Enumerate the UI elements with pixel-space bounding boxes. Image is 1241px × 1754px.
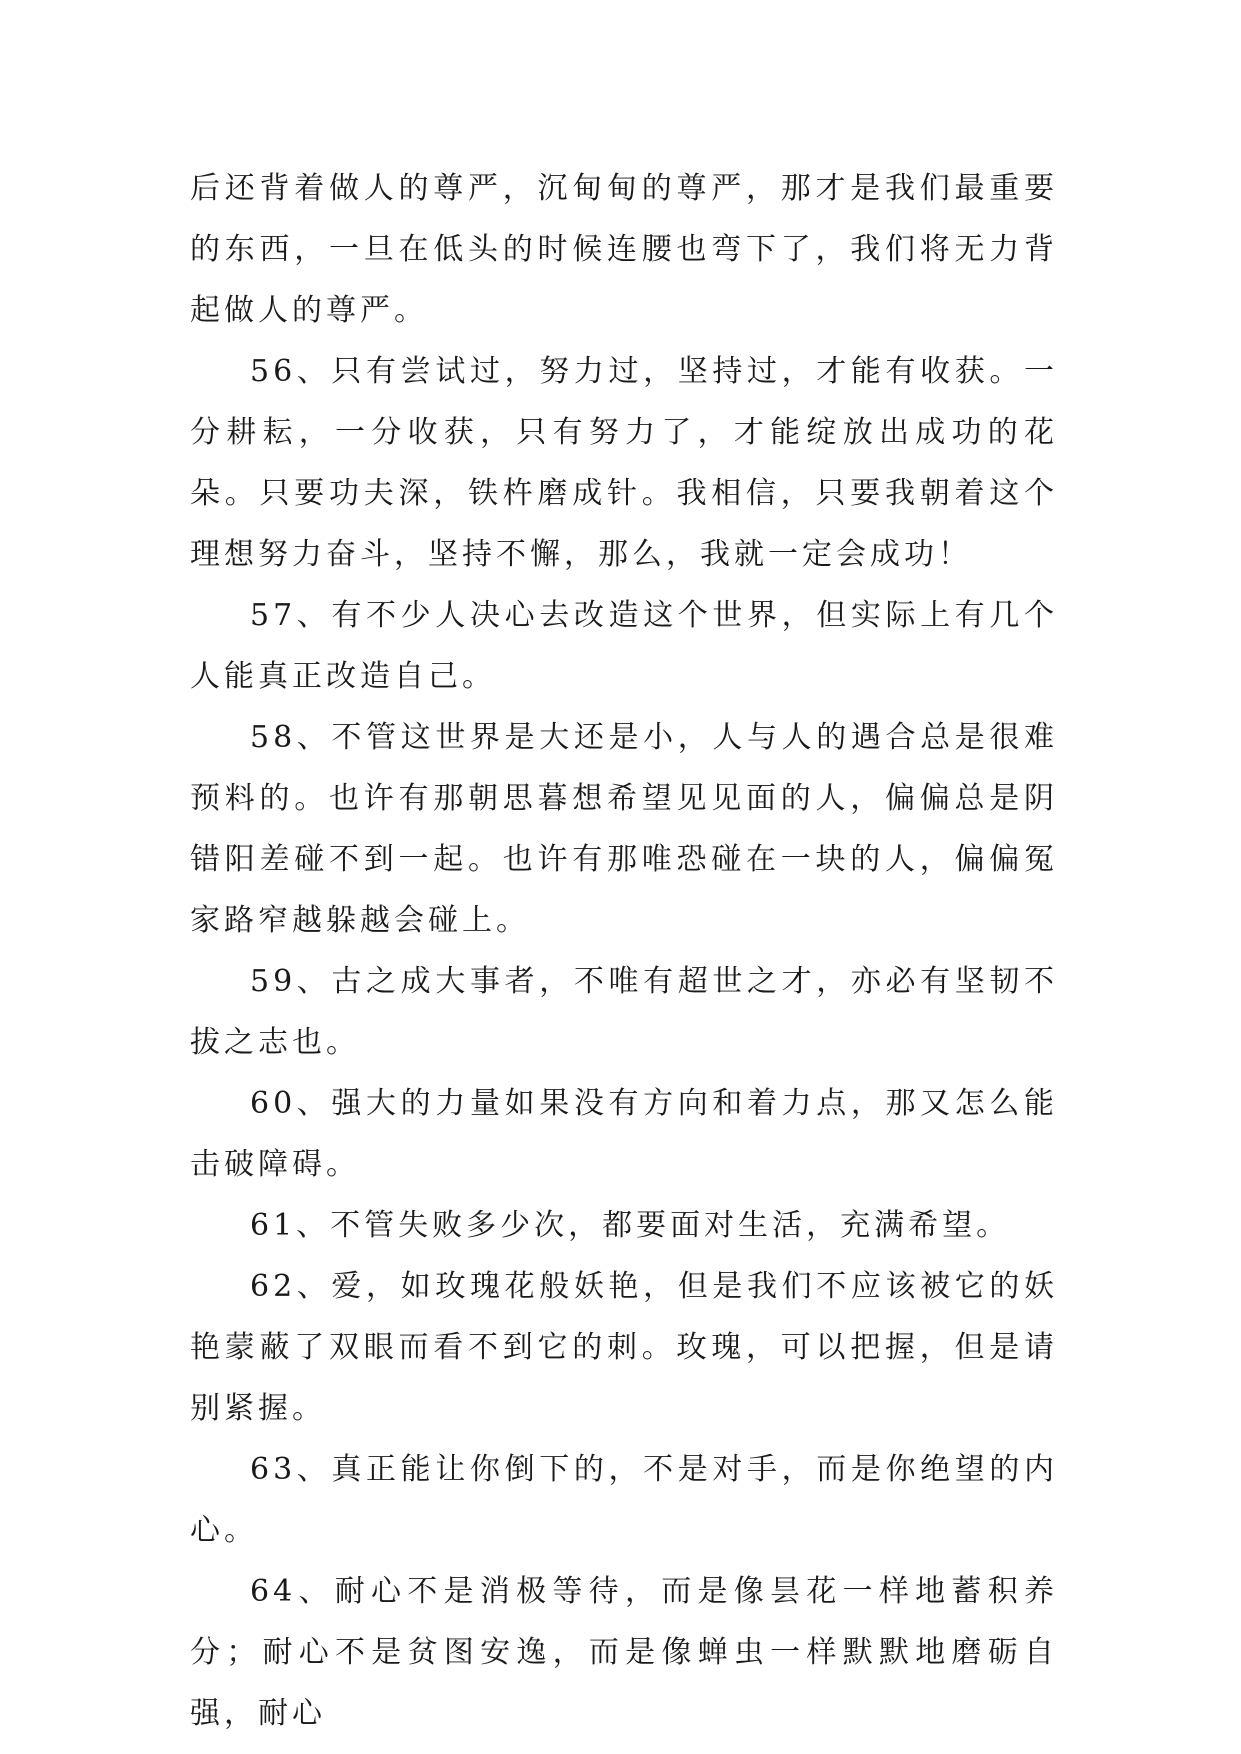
document-body [190,158,1058,1744]
paragraph-57: 57、有不少人决心去改造这个世界，但实际上有几个人能真正改造自己。 [190,598,1058,694]
paragraph-62: 62、爱，如玫瑰花般妖艳，但是我们不应该被它的妖艳蒙蔽了双眼而看不到它的刺。玫瑰，可以把握，但是请别紧握。 [190,1269,1058,1426]
paragraph-63: 63、真正能让你倒下的，不是对手，而是你绝望的内心。 [190,1452,1058,1548]
paragraph-61: 61、不管失败多少次，都要面对生活，充满希望。 [250,1208,1011,1243]
paragraph-56: 56、只有尝试过，努力过，坚持过，才能有收获。一分耕耘，一分收获，只有努力了，才能绽放出成功的花朵。只要功夫深，铁杵磨成针。我相信，只要我朝着这个理想努力奋斗，坚持不懈，那么，我就一定会成功！ [190,354,1058,572]
paragraph-60: 60、强大的力量如果没有方向和着力点，那又怎么能击破障碍。 [190,1086,1058,1182]
paragraph-59: 59、古之成大事者，不唯有超世之才，亦必有坚韧不拔之志也。 [190,964,1058,1060]
paragraph-58: 58、不管这世界是大还是小，人与人的遇合总是很难预料的。也许有那朝思暮想希望见见面的人，偏偏总是阴错阳差碰不到一起。也许有那唯恐碰在一块的人，偏偏冤家路窄越躲越会碰上。 [190,720,1058,938]
paragraph-continuation: 后还背着做人的尊严，沉甸甸的尊严，那才是我们最重要的东西，一旦在低头的时候连腰也弯下了，我们将无力背起做人的尊严。 [190,171,1058,328]
paragraph-64: 64、耐心不是消极等待，而是像昙花一样地蓄积养分；耐心不是贫图安逸，而是像蝉虫一样默默地磨砺自强，耐心 [190,1574,1058,1731]
